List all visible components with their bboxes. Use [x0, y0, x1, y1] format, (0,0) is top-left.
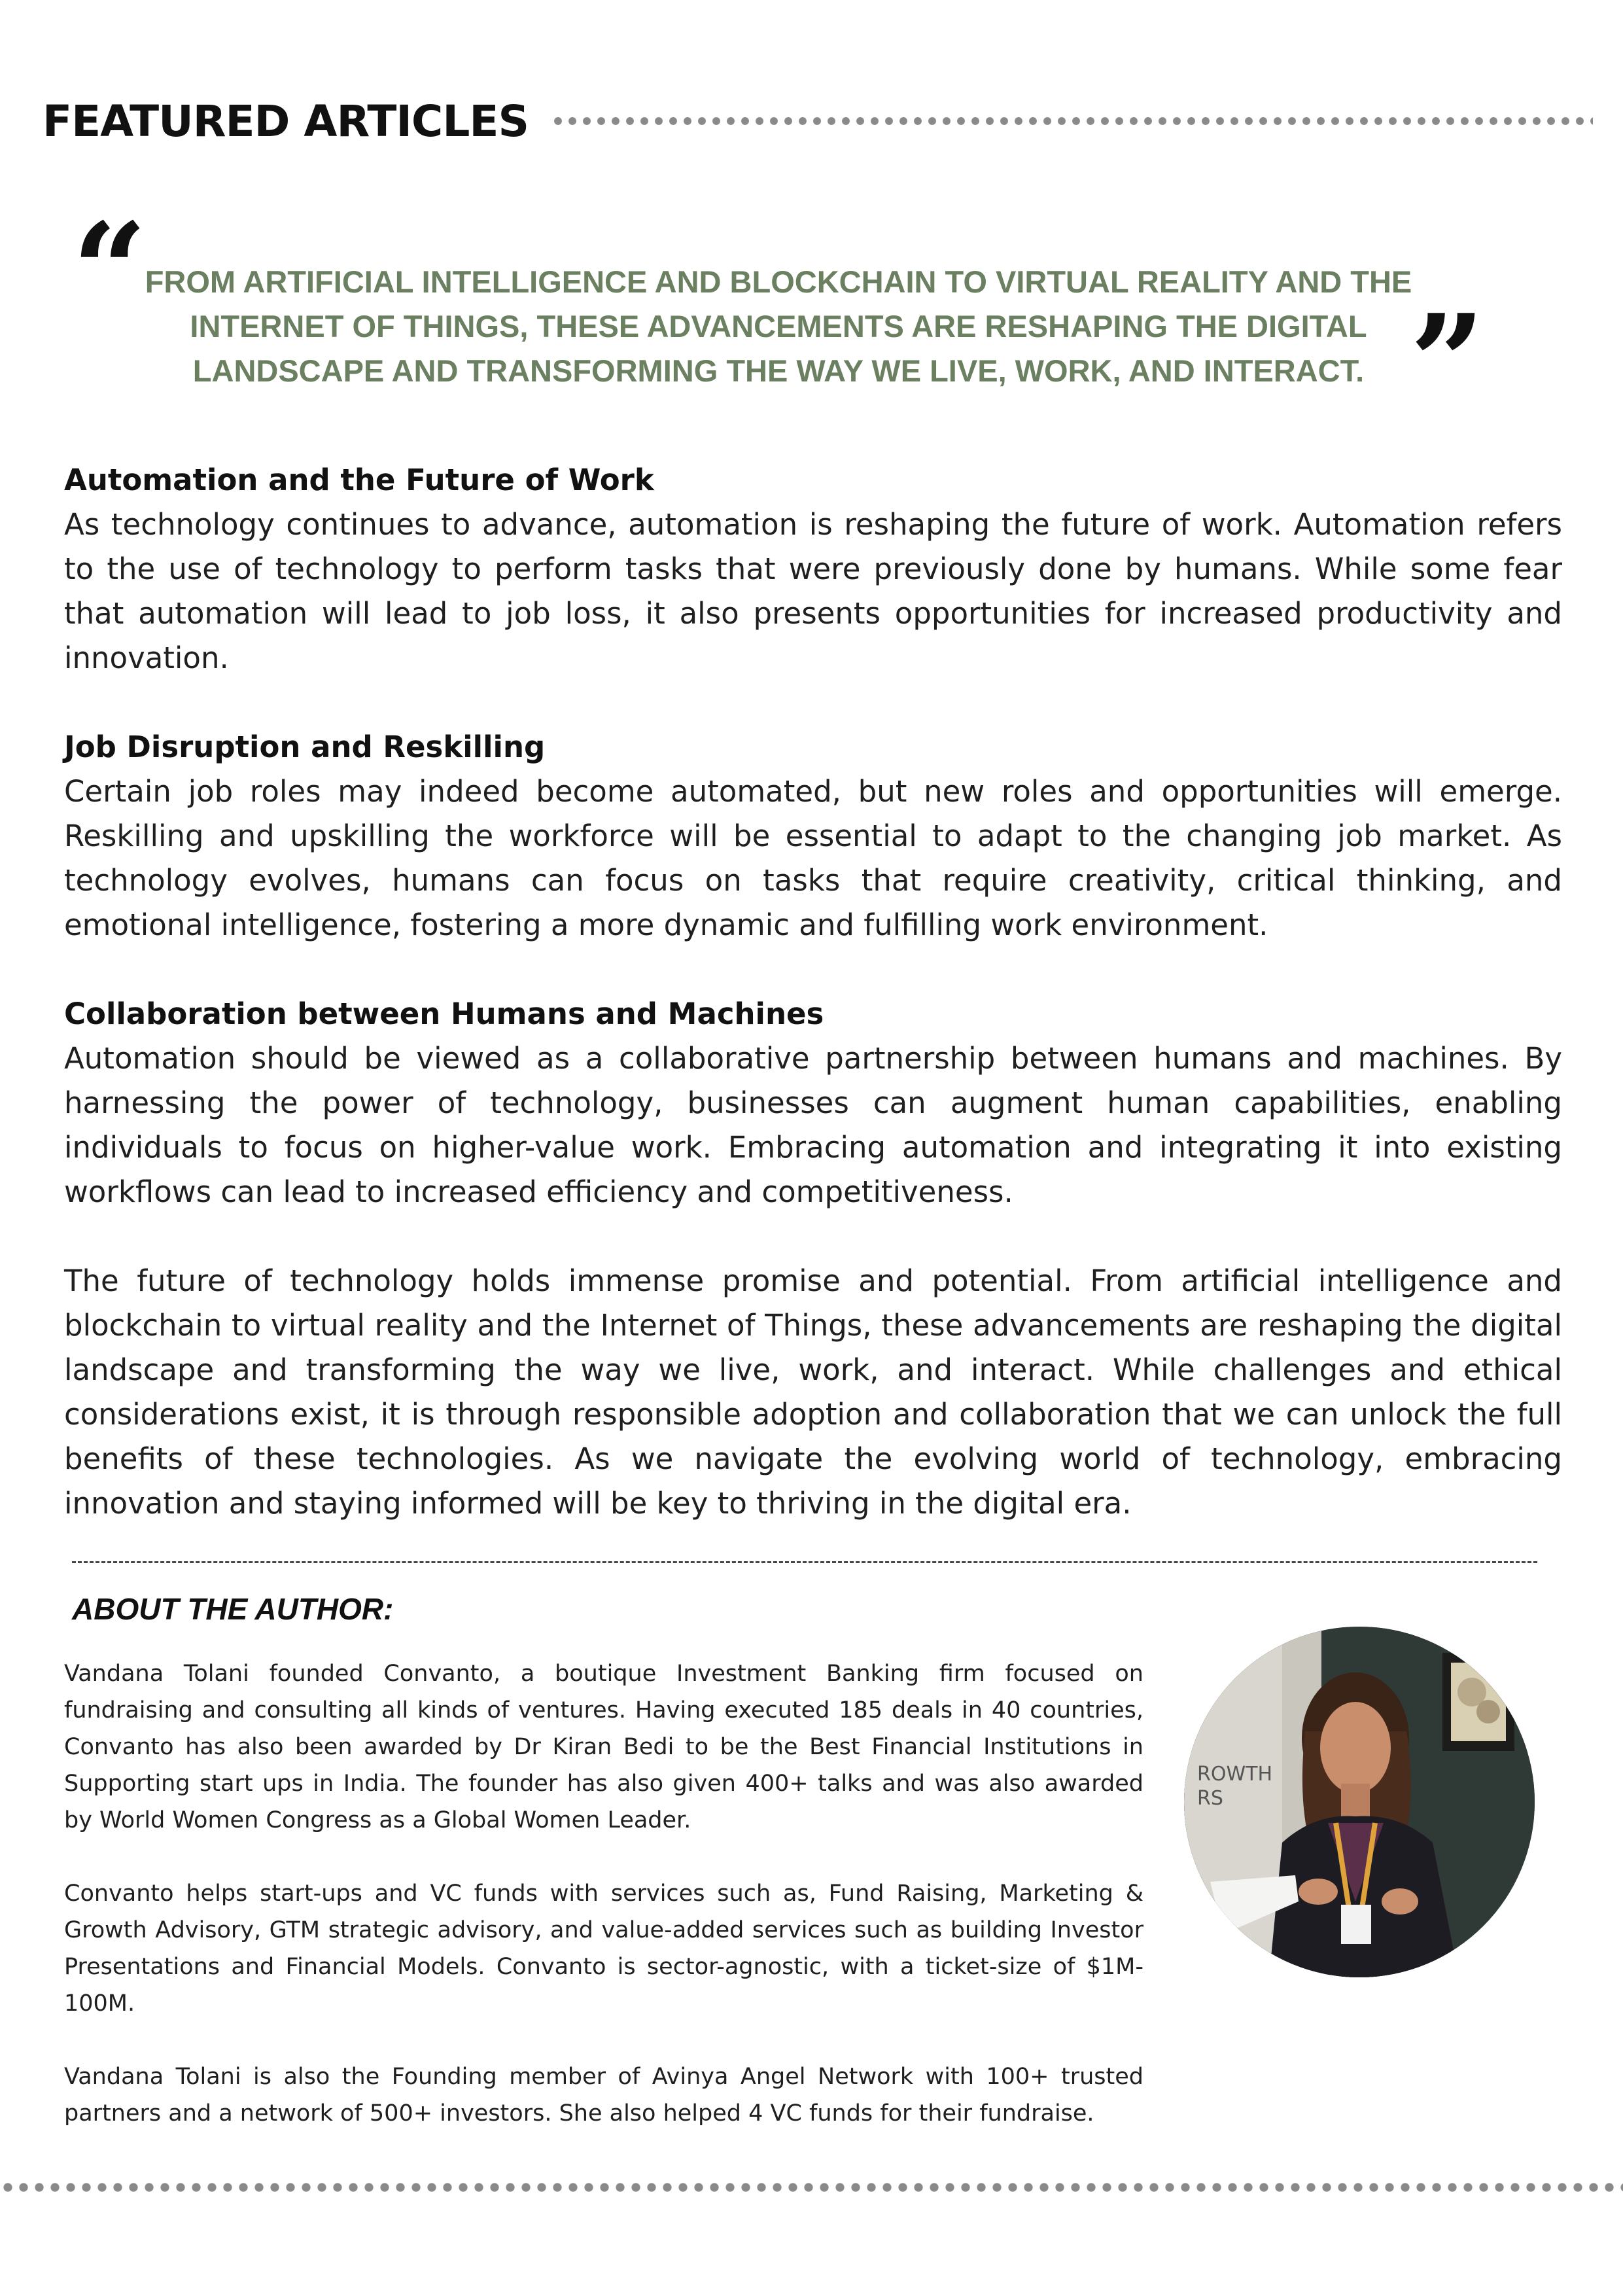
section-paragraph: Certain job roles may indeed become automated, but new roles and opportunities will emerge. Reskilling and upskilling the workforce will be essential to adapt to the changing job market. As technology evolves, humans can focus on tasks that require creativity, critical thinking, and emotional intelligence, fostering a more dynamic and fulfilling work environment.: [64, 774, 1562, 942]
section-heading: Collaboration between Humans and Machines: [64, 997, 824, 1031]
section-heading: Automation and the Future of Work: [64, 463, 654, 497]
close-quote-icon: ”: [1409, 286, 1485, 440]
pull-quote-text: FROM ARTIFICIAL INTELLIGENCE AND BLOCKCHAIN TO VIRTUAL REALITY AND THE INTERNET OF THINGS, THESE ADVANCEMENTS ARE RESHAPING THE DIGITAL LANDSCAPE AND TRANSFORMING THE WAY WE LIVE, WORK, AND INTERACT.: [145, 264, 1412, 388]
section-heading: Job Disruption and Reskilling: [64, 730, 546, 764]
footer-dotted-rule: [0, 2183, 1623, 2192]
page-title: FEATURED ARTICLES: [43, 96, 529, 147]
article-section: [64, 725, 1562, 947]
pull-quote: [72, 194, 1485, 440]
open-quote-icon: “: [72, 194, 148, 348]
svg-text:RS: RS: [1197, 1787, 1223, 1810]
section-divider: [72, 1561, 1537, 1563]
svg-text:ROWTH: ROWTH: [1197, 1763, 1273, 1786]
about-paragraph: Convanto helps start-ups and VC funds with services such as, Fund Raising, Marketing & Growth Advisory, GTM strategic advisory, and value-added services such as building Investor Presentations and Financial Models. Convanto is sector-agnostic, with a ticket-size of $1M-100M.: [64, 1881, 1143, 2017]
about-author-heading: ABOUT THE AUTHOR:: [72, 1592, 394, 1626]
about-paragraph: Vandana Tolani founded Convanto, a boutique Investment Banking firm focused on fundraising and consulting all kinds of ventures. Having executed 185 deals in 40 countries, Convanto has also been awarded by Dr Kiran Bedi to be the Best Financial Institutions in Supporting start ups in India. The founder has also given 400+ talks and was also awarded by World Women Congress as a Global Women Leader.: [64, 1661, 1143, 1833]
conclusion-paragraph: The future of technology holds immense promise and potential. From artificial intelligence and blockchain to virtual reality and the Internet of Things, these advancements are reshaping the digital landscape and transforming the way we live, work, and interact. While challenges and ethical considerations exist, it is through responsible adoption and collaboration that we can unlock the full benefits of these technologies. As we navigate the evolving world of technology, embracing innovation and staying informed will be key to thriving in the digital era.: [64, 1263, 1562, 1521]
dotted-rule: [551, 117, 1593, 125]
article-section: [64, 992, 1562, 1214]
about-paragraph: Vandana Tolani is also the Founding member of Avinya Angel Network with 100+ trusted partners and a network of 500+ investors. She also helped 4 VC funds for their fundraise.: [64, 2064, 1143, 2127]
section-paragraph: Automation should be viewed as a collaborative partnership between humans and machines. By harnessing the power of technology, businesses can augment human capabilities, enabling individuals to focus on higher-value work. Embracing automation and integrating it into existing workflows can lead to increased efficiency and competitiveness.: [64, 1041, 1562, 1209]
article-section: [64, 458, 1562, 680]
about-author-text: [64, 1655, 1143, 2168]
author-photo: [1184, 1627, 1535, 1977]
section-paragraph: As technology continues to advance, automation is reshaping the future of work. Automation refers to the use of technology to perform tasks that were previously done by humans. While some fear that automation will lead to job loss, it also presents opportunities for increased productivity and innovation.: [64, 507, 1562, 675]
article-body: [64, 458, 1562, 1570]
page-header: [43, 92, 1593, 150]
